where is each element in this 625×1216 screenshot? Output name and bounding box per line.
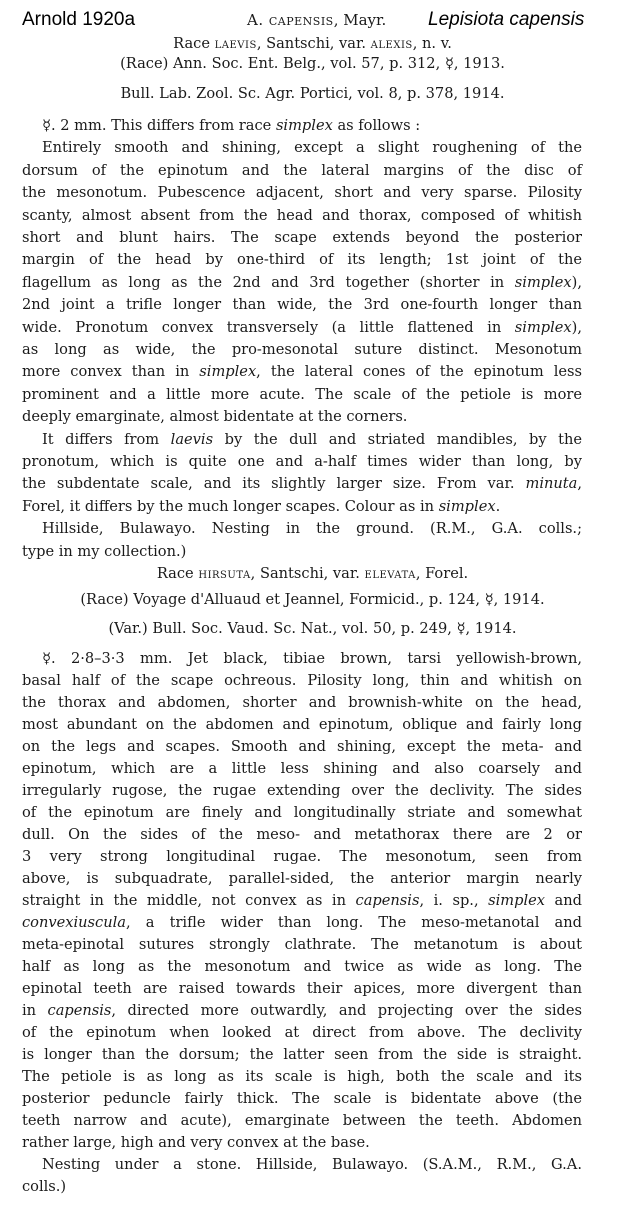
text-line: It differs from laevis by the dull and striated mandibles, by the xyxy=(42,430,582,448)
text-line: Hillside, Bulawayo. Nesting in the ground. (R.M., G.A. colls.; xyxy=(42,520,582,538)
var-suffix: , n. v. xyxy=(412,35,452,52)
text-line: short and blunt hairs. The scape extends beyond the posterior xyxy=(22,229,582,246)
text-line: dull. On the sides of the meso- and metathorax there are 2 or xyxy=(22,826,582,843)
text-line: deeply emarginate, almost bidentate at the corners. xyxy=(22,408,408,426)
var-name: elevata xyxy=(364,565,416,582)
race-prefix: Race xyxy=(173,35,215,52)
text-line: teeth narrow and acute), emarginate between the teeth. Abdomen xyxy=(22,1112,582,1129)
race-prefix: Race xyxy=(156,565,199,582)
text-line: epinotal teeth are raised towards their apices, more divergent than xyxy=(22,980,582,997)
text-line: ☿. 2·8–3·3 mm. Jet black, tibiae brown, tarsi yellowish-brown, xyxy=(42,650,582,667)
var-name: alexis xyxy=(370,35,413,52)
text-line: above, is subquadrate, parallel-sided, the anterior margin nearly xyxy=(22,870,582,887)
text-line: rather large, high and very convex at the base. xyxy=(22,1134,370,1151)
text-line: is longer than the dorsum; the latter seen from the side is straight. xyxy=(22,1046,582,1063)
text-line: posterior peduncle fairly thick. The scale is bidentate above (the xyxy=(22,1090,582,1107)
text-line: 3 very strong longitudinal rugae. The mesonotum, seen from xyxy=(22,848,582,865)
text-line: irregularly rugose, the rugae extending over the declivity. The sides xyxy=(22,782,582,799)
race-author: , Santschi, var. xyxy=(256,35,371,52)
race-laevis-heading xyxy=(0,35,625,52)
race-hirsuta-heading xyxy=(0,565,625,582)
text-line: of the epinotum when looked at direct from above. The declivity xyxy=(22,1024,582,1041)
race-author: , Santschi, var. xyxy=(250,565,365,582)
text-line: on the legs and scapes. Smooth and shining, except the meta- and xyxy=(22,738,582,755)
reference-line: (Var.) Bull. Soc. Vaud. Sc. Nat., vol. 50, p. 249, ☿, 1914. xyxy=(108,620,517,637)
reference-line: Bull. Lab. Zool. Sc. Agr. Portici, vol. 8, p. 378, 1914. xyxy=(120,85,505,102)
reference-line: (Race) Ann. Soc. Ent. Belg., vol. 57, p. 312, ☿, 1913. xyxy=(120,55,505,72)
text-line: in capensis, directed more outwardly, and projecting over the sides xyxy=(22,1002,582,1019)
text-line: The petiole is as long as its scale is high, both the scale and its xyxy=(22,1068,582,1085)
text-line: the thorax and abdomen, shorter and brownish-white on the head, xyxy=(22,694,582,711)
text-line: wide. Pronotum convex transversely (a little flattened in simplex), xyxy=(22,318,582,336)
text-line: scanty, almost absent from the head and thorax, composed of whitish xyxy=(22,206,582,224)
text-line: colls.) xyxy=(22,1178,67,1195)
species-heading xyxy=(247,11,386,29)
text-line: dorsum of the epinotum and the lateral margins of the disc of xyxy=(22,161,582,179)
race-name: hirsuta xyxy=(198,565,251,582)
text-line: more convex than in simplex, the lateral cones of the epinotum less xyxy=(22,363,582,381)
text-line: margin of the head by one-third of its length; 1st joint of the xyxy=(22,251,582,269)
race-name: laevis xyxy=(214,35,257,52)
citation-label: Arnold 1920a xyxy=(22,9,136,30)
text-line: Entirely smooth and shining, except a slight roughening of the xyxy=(42,139,582,157)
species-name: A. capensis xyxy=(247,11,334,29)
text-line: epinotum, which are a little less shining and also coarsely and xyxy=(22,760,582,777)
text-line: prominent and a little more acute. The scale of the petiole is more xyxy=(22,385,582,403)
text-line: as long as wide, the pro-mesonotal suture distinct. Mesonotum xyxy=(22,341,582,358)
var-suffix: , Forel. xyxy=(415,565,469,582)
text-line: of the epinotum are finely and longitudinally striate and somewhat xyxy=(22,804,582,821)
text-line: type in my collection.) xyxy=(22,542,187,560)
text-line: Forel, it differs by the much longer scapes. Colour as in simplex. xyxy=(22,497,501,515)
text-line: ☿. 2 mm. This differs from race simplex as follows : xyxy=(42,117,421,134)
text-line: most abundant on the abdomen and epinotum, oblique and fairly long xyxy=(22,716,582,733)
text-line: 2nd joint a trifle longer than wide, the 3rd one-fourth longer than xyxy=(22,296,582,314)
text-line: half as long as the mesonotum and twice as wide as long. The xyxy=(22,958,582,975)
reference-line: (Race) Voyage d'Alluaud et Jeannel, Formicid., p. 124, ☿, 1914. xyxy=(80,591,545,608)
text-line: flagellum as long as the 2nd and 3rd together (shorter in simplex), xyxy=(22,273,582,291)
text-line: convexiuscula, a trifle wider than long. The meso-metanotal and xyxy=(22,914,582,931)
taxon-annotation: Lepisiota capensis xyxy=(428,9,585,30)
text-line: basal half of the scape ochreous. Pilosity long, thin and whitish on xyxy=(22,672,582,689)
species-author: , Mayr. xyxy=(333,11,387,29)
page-header xyxy=(0,9,625,35)
text-line: meta-epinotal sutures strongly clathrate. The metanotum is about xyxy=(22,936,582,953)
text-line: the mesonotum. Pubescence adjacent, short and very sparse. Pilosity xyxy=(22,184,582,202)
text-line: pronotum, which is quite one and a-half times wider than long, by xyxy=(22,453,582,470)
text-line: Nesting under a stone. Hillside, Bulawayo. (S.A.M., R.M., G.A. xyxy=(42,1156,582,1173)
text-line: the subdentate scale, and its slightly larger size. From var. minuta, xyxy=(22,475,582,493)
text-line: straight in the middle, not convex as in capensis, i. sp., simplex and xyxy=(22,892,582,909)
